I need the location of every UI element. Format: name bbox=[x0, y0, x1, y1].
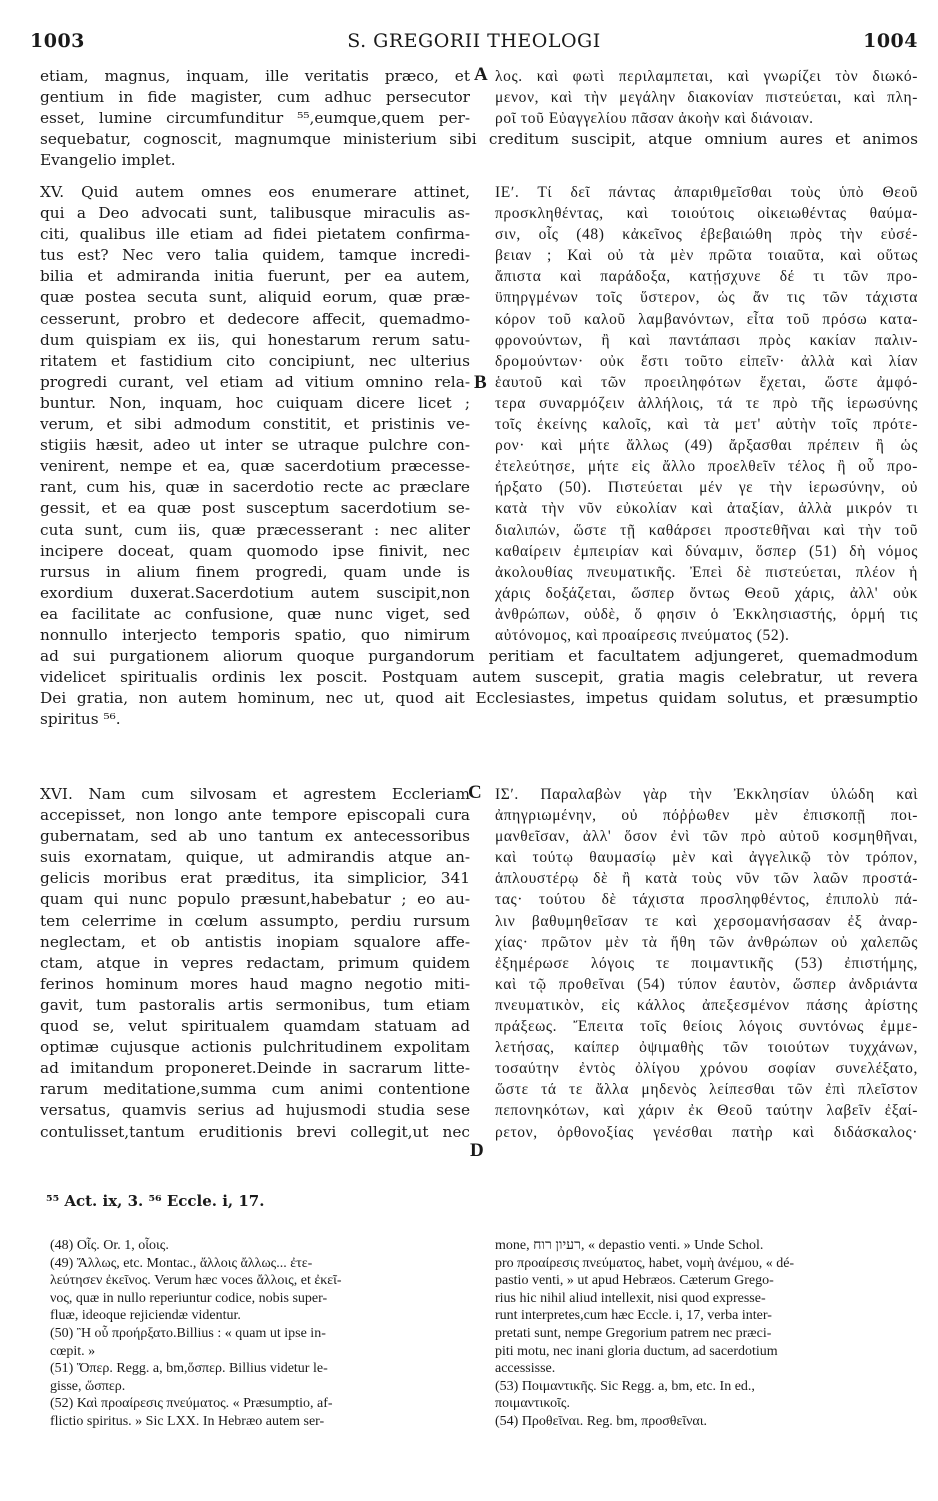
text-line: tus est? Nec vero talia quidem, tamque incredi- bbox=[40, 246, 470, 265]
text-line: σιν, οἷς (48) κἀκεῖνος ἐβεβαιώθη πρὸς τὴν εὐσέ- bbox=[495, 226, 918, 244]
margin-marker-a: A bbox=[474, 64, 488, 85]
page-number-right: 1004 bbox=[863, 30, 918, 52]
text-line: ἀνθρώπων, οὐδὲ, ὅ φησιν ὁ Ἐκκλησιαστής, ὁρμή τις bbox=[495, 605, 918, 623]
margin-marker-c: C bbox=[468, 782, 482, 803]
text-line: ctam, atque in vepres redactam, primum quidem bbox=[40, 953, 470, 972]
text-line: quæ postea secuta sunt, aliquid eorum, quæ præ- bbox=[40, 288, 470, 307]
text-line: ἑαυτοῦ καὶ τῶν προειληφότων ἔχεται, ὥστε ἀμφό- bbox=[495, 373, 918, 391]
greek-column-block1 bbox=[495, 66, 918, 129]
note-line: (53) Ποιμαντικῆς. Sic Regg. a, bm, etc. In ed., bbox=[495, 1378, 755, 1394]
text-line: ἐξημέρωσε λόγοις τε ποιμαντικῆς (53) ἐπιστήμης, bbox=[495, 954, 918, 972]
text-line: XV. Quid autem omnes eos enumerare attinet, bbox=[40, 183, 470, 201]
text-line: accepisset, non longo ante tempore episcopali cura bbox=[40, 806, 470, 825]
text-line: διαλιπών, ὥστε τῇ καθάρσει προστεθῆναι καὶ τὴν τοῦ bbox=[495, 521, 918, 539]
text-line: optimæ cujusque actionis pulchritudinem expolitam bbox=[40, 1038, 470, 1057]
text-line: τερα συναρμόζειν ἀλλήλοις, τά τε πρὸ τῆς ἱερωσύνης bbox=[495, 394, 918, 412]
text-line: ritatem et fastidium cito concipiunt, nec ulterius bbox=[40, 351, 470, 370]
text-line: quod se, velut spiritualem quamdam statuam ad bbox=[40, 1017, 470, 1036]
text-line: ferinos hominum mores haud magno negotio miti- bbox=[40, 974, 470, 993]
text-line: Dei gratia, non autem hominum, nec ut, quod ait Ecclesiastes, impetus quidam solutus, et præsumptio bbox=[40, 689, 918, 708]
text-line: buntur. Non, inquam, hoc cuiquam dicere licet ; bbox=[40, 393, 470, 412]
latin-full-block2 bbox=[40, 646, 918, 730]
text-line: λιν βαθυμηθεῖσαν τε καὶ χερσομανήσασαν ἐξ ἀναρ- bbox=[495, 912, 918, 930]
text-line: ἀπηγριωμένην, οὐ πόῤῥωθεν μὲν ἐπισκοπῇ ποι- bbox=[495, 807, 918, 825]
note-line: gisse, ὥσπερ. bbox=[50, 1378, 126, 1394]
text-line: ad imitandum proponeret.Deinde in sacrarum litte- bbox=[40, 1059, 470, 1078]
text-line: καὶ τῷ προθεῖναι (54) τύπον ἑαυτὸν, ὥσπερ ἀνδριάντα bbox=[495, 975, 918, 993]
note-line: pretati sunt, nempe Gregorium patrem nec præci- bbox=[495, 1325, 772, 1341]
text-line: stigiis hæsit, adeo ut inter se utraque pulchre con- bbox=[40, 436, 470, 455]
text-line: neglectam, et ob antistis inopiam squalore affe- bbox=[40, 932, 470, 951]
text-line: dum quispiam ex iis, qui honestarum rerum satu- bbox=[40, 330, 470, 349]
text-line: κατὰ τὴν νῦν εὐκολίαν καὶ ἀταξίαν, ἀλλὰ μικρόν τι bbox=[495, 500, 918, 518]
text-line: cuta sunt, cum iis, quæ præcesserant : nec aliter bbox=[40, 520, 470, 539]
text-line: ήρξατο (50). Πιστεύεται μέν γε τὴν ἱερωσύνην, οὐ bbox=[495, 479, 918, 497]
margin-marker-b: B bbox=[474, 372, 487, 393]
note-line: flictio spiritus. » Sic LXX. In Hebræo autem ser- bbox=[50, 1413, 325, 1429]
text-line: βειαν ; Καὶ οὐ τὰ μὲν πρῶτα τοιαῦτα, καὶ οὕτως bbox=[495, 247, 918, 265]
text-line: gubernatam, sed ab uno tantum ex antecessoribus bbox=[40, 827, 470, 846]
latin-full-block1 bbox=[40, 129, 918, 171]
page-header bbox=[30, 30, 918, 56]
text-line: πράξεως. Ἔπειτα τοῖς θείοις λόγοις συντόνως ἐμμε- bbox=[495, 1018, 918, 1036]
text-line: λος. καὶ φωτὶ περιλαμπεται, καὶ γνωρίζει τὸν διωκό- bbox=[495, 68, 918, 85]
text-line: etiam, magnus, inquam, ille veritatis præco, et bbox=[40, 67, 470, 85]
text-line: gessit, et ea quæ post susceptum sacerdotium se- bbox=[40, 499, 470, 518]
text-line: gelicis moribus erat præditus, ita simplicior, 341 bbox=[40, 869, 470, 888]
note-line: fluæ, ideoque rejiciendæ videntur. bbox=[50, 1308, 241, 1324]
text-line: ea facilitate ac confusione, quæ nunc viget, sed bbox=[40, 604, 470, 623]
text-line: citi, qualibus ille etiam ad fidei pietatem confirma- bbox=[40, 225, 470, 244]
note-line: (50) Ἢ οὗ προήρξατο.Billius : « quam ut ipse in- bbox=[50, 1325, 326, 1341]
text-line: χίας· πρῶτον μὲν τὰ ἤθη τῶν ἀνθρώπων οὐ χαλεπῶς bbox=[495, 933, 918, 951]
text-line: esset, lumine circumfunditur ⁵⁵,eumque,quem per- bbox=[40, 109, 470, 128]
note-line: runt interpretes,cum hæc Eccle. i, 17, verba inter- bbox=[495, 1308, 772, 1324]
note-line: pro προαίρεσις πνεύματος, habet, νομὴ ἀνέμου, « dé- bbox=[495, 1255, 795, 1271]
note-line: (54) Προθεῖναι. Reg. bm, προσθεῖναι. bbox=[495, 1413, 708, 1429]
note-line: νος, quæ in nullo reperiuntur codice, nobis super- bbox=[50, 1290, 328, 1306]
text-line: spiritus ⁵⁶. bbox=[40, 710, 121, 729]
note-line: piti motu, nec inani gloria ductum, ad sacerdotium bbox=[495, 1343, 778, 1359]
text-line: ἀκολουθίας πνευματικῆς. Ἐπεὶ δὲ πιστεύεται, πλέον ἡ bbox=[495, 563, 918, 581]
text-line: venirent, nempe et ea, quæ sacerdotium præcesse- bbox=[40, 457, 470, 476]
text-line: κόρον τοῦ καλοῦ λαμβανόντων, εἶτα τοῦ πρόσω κατα- bbox=[495, 310, 918, 328]
text-line: χάρις δοξάζεται, ὥσπερ ὄντως Θεοῦ χάρις, ἀλλ' οὐκ bbox=[495, 584, 918, 602]
text-line: gavit, tum pastoralis artis sermonibus, tum etiam bbox=[40, 995, 470, 1014]
scripture-references: ⁵⁵ Act. ix, 3. ⁵⁶ Eccle. i, 17. bbox=[46, 1192, 265, 1210]
text-line: ad sui purgationem aliorum quoque purgandorum peritiam et facultatem adjungeret, quemadmodum bbox=[40, 647, 918, 665]
note-line: (48) Οἷς. Or. 1, οἷοις. bbox=[50, 1238, 169, 1253]
note-line: rius hic nihil aliud intellexit, nisi quod expresse- bbox=[495, 1290, 766, 1306]
text-line: δρομούντων· οὐκ ἔστι τοῦτο εἰπεῖν· ἀλλὰ καὶ λίαν bbox=[495, 352, 918, 370]
text-line: ΙΕʹ. Τί δεῖ πάντας ἀπαριθμεῖσθαι τοὺς ὑπὸ Θεοῦ bbox=[495, 184, 918, 201]
text-line: exordium duxerat.Sacerdotium autem suscipit,non bbox=[40, 583, 470, 602]
text-line: cesserunt, probro et dedecore affecit, quemadmo- bbox=[40, 309, 470, 328]
text-line: μενον, καὶ τὴν μεγάλην διακονίαν πιστεύεται, καὶ πλη- bbox=[495, 89, 918, 107]
text-line: αὐτόνομος, καὶ προαίρεσις πνεύματος (52). bbox=[495, 626, 790, 644]
page-number-left: 1003 bbox=[30, 30, 85, 52]
text-line: videlicet spiritualis ordinis lex poscit. Postquam autem suscepit, gratia magis celebratur, ut revera bbox=[40, 668, 918, 687]
notes-right-column bbox=[495, 1237, 915, 1431]
text-line: ὥστε τά τε ἄλλα μηδενὸς λείπεσθαι τῶν ἐπὶ πλεῖστον bbox=[495, 1081, 918, 1099]
note-line: pastio venti, » ut apud Hebræos. Cæterum Grego- bbox=[495, 1273, 774, 1289]
text-line: quam qui nunc populo præsunt,habebatur ; eo au- bbox=[40, 890, 470, 909]
text-line: τοῖς ἐκείνης καλοῖς, καὶ τὰ μετ' αὐτὴν τοῖς πρότε- bbox=[495, 416, 918, 434]
text-line: πεπονηκότων, καὶ χάριν ἐκ Θεοῦ ταύτην λαβεῖν ἐξαί- bbox=[495, 1102, 918, 1120]
text-line: bilia et admiranda initia fuerunt, per ea autem, bbox=[40, 267, 470, 286]
text-line: verum, et sibi admodum constitit, et pristinis ve- bbox=[40, 415, 470, 434]
text-line: contulisset,tantum eruditionis brevi collegit,ut nec bbox=[40, 1122, 470, 1141]
text-line: φρονούντων, ἢ καὶ παντάπασι πρὸς κακίαν παλιν- bbox=[495, 331, 918, 349]
text-line: προσκληθέντας, καὶ τοιούτοις οἰκειωθέντας θαύμα- bbox=[495, 205, 918, 223]
text-line: rarum meditatione,summa cum animi contentione bbox=[40, 1080, 470, 1099]
note-line: accessisse. bbox=[495, 1361, 556, 1377]
note-line: cœpit. » bbox=[50, 1343, 96, 1359]
text-line: tem celerrime in cœlum assumpto, perdiu rursum bbox=[40, 911, 470, 930]
text-line: XVI. Nam cum silvosam et agrestem Eccleriam bbox=[40, 785, 470, 803]
text-line: ἄπιστα καὶ παράδοξα, κατῄσχυνε δέ τι τῶν προ- bbox=[495, 268, 918, 286]
notes-left-column bbox=[50, 1237, 460, 1431]
note-line: (52) Καὶ προαίρεσις πνεύματος. « Præsumptio, af- bbox=[50, 1396, 333, 1412]
text-line: incipere doceat, quam quomodo ipse finivit, nec bbox=[40, 541, 470, 560]
text-line: sequebatur, cognoscit, magnumque ministerium sibi creditum suscipit, atque omnium aures et animos bbox=[40, 130, 918, 148]
latin-column-block3 bbox=[40, 784, 470, 1143]
text-line: ΙΣʹ. Παραλαβὼν γὰρ τὴν Ἐκκλησίαν ὑλώδη καὶ bbox=[495, 786, 918, 803]
margin-marker-d: D bbox=[470, 1140, 484, 1161]
text-line: ρον· καὶ μήτε ἄλλως (49) ἄρξασθαι πρέπειν ἢ ὡς bbox=[495, 437, 918, 455]
latin-column-block2 bbox=[40, 182, 470, 646]
text-line: ροῖ τοῦ Εὐαγγελίου πᾶσαν ἀκοὴν καὶ διάνοιαν. bbox=[495, 110, 814, 128]
text-line: suis exornatam, quique, ut admirandis atque an- bbox=[40, 848, 470, 867]
greek-column-block3 bbox=[495, 784, 918, 1143]
text-line: καθαίρειν ἐμπειρίαν καὶ δύναμιν, ὅσπερ (51) δὴ νόμος bbox=[495, 542, 918, 560]
text-line: versatus, quamvis serius ad hujusmodi studia sese bbox=[40, 1101, 470, 1120]
text-line: τας· τούτου δὲ τάχιστα προσληφθέντος, ἐπιπολὺ πά- bbox=[495, 891, 918, 909]
running-title: S. GREGORII THEOLOGI bbox=[347, 30, 601, 52]
text-line: λετήσας, καίπερ ὀψιμαθὴς τῶν τοιούτων τυχχάνων, bbox=[495, 1039, 918, 1057]
text-line: Evangelio implet. bbox=[40, 151, 176, 170]
note-line: ποιμαντικοῖς. bbox=[495, 1396, 570, 1412]
text-line: ρετον, ὀρθονοξίας γενέσθαι πατὴρ καὶ διδάσκαλος· bbox=[495, 1123, 918, 1141]
text-line: μανθεῖσαν, ἀλλ' ὅσον ἐνὶ τῶν πρὸ αὐτοῦ κοσμηθῆναι, bbox=[495, 828, 918, 846]
text-line: τοσαύτην ἐντὸς ὀλίγου χρόνου σοφίαν συνελέξατο, bbox=[495, 1060, 918, 1078]
text-line: ἐτελεύτησε, μήτε εἰς ἄλλο προελθεῖν τέλος ἢ οὗ προ- bbox=[495, 458, 918, 476]
note-line: mone, רעיון רוח, « depastio venti. » Unde Schol. bbox=[495, 1238, 764, 1253]
note-line: (49) Ἄλλως, etc. Montac., ἄλλοις ἄλλως... ἐτε- bbox=[50, 1255, 313, 1271]
text-line: progredi curant, vel etiam ad vitium omnino rela- bbox=[40, 372, 470, 391]
text-line: gentium in fide magister, cum adhuc persecutor bbox=[40, 88, 470, 107]
text-line: ϋπηργμένων τοῖς ὕστερον, ὡς ἄν τις τῶν τάχιστα bbox=[495, 289, 918, 307]
greek-column-block2 bbox=[495, 182, 918, 646]
text-line: πνευματικὸν, εἰς κάλλος ἀπεξεσμένον πάσης ἀρίστης bbox=[495, 996, 918, 1014]
text-line: rursus in alium finem progredi, quam unde is bbox=[40, 562, 470, 581]
text-line: qui a Deo advocati sunt, talibusque miraculis as- bbox=[40, 204, 470, 223]
latin-column-block1 bbox=[40, 66, 470, 129]
text-line: nonnullo interjecto temporis spatio, quo nimirum bbox=[40, 625, 470, 644]
note-line: λεύτησεν ἐκεῖνος. Verum hæc voces ἄλλοις, et ἐκεῖ- bbox=[50, 1273, 342, 1289]
text-line: rant, cum his, quæ in sacerdotio recte ac præclare bbox=[40, 478, 470, 497]
text-line: ἁπλουστέρῳ δὲ ἢ κατὰ τοὺς νῦν τῶν λαῶν προστά- bbox=[495, 870, 918, 888]
note-line: (51) Ὅπερ. Regg. a, bm,ὅσπερ. Billius videtur le- bbox=[50, 1361, 328, 1377]
text-line: καὶ τούτῳ θαυμασίῳ μὲν καὶ ἀγγελικῷ τὸν τρόπον, bbox=[495, 849, 918, 867]
